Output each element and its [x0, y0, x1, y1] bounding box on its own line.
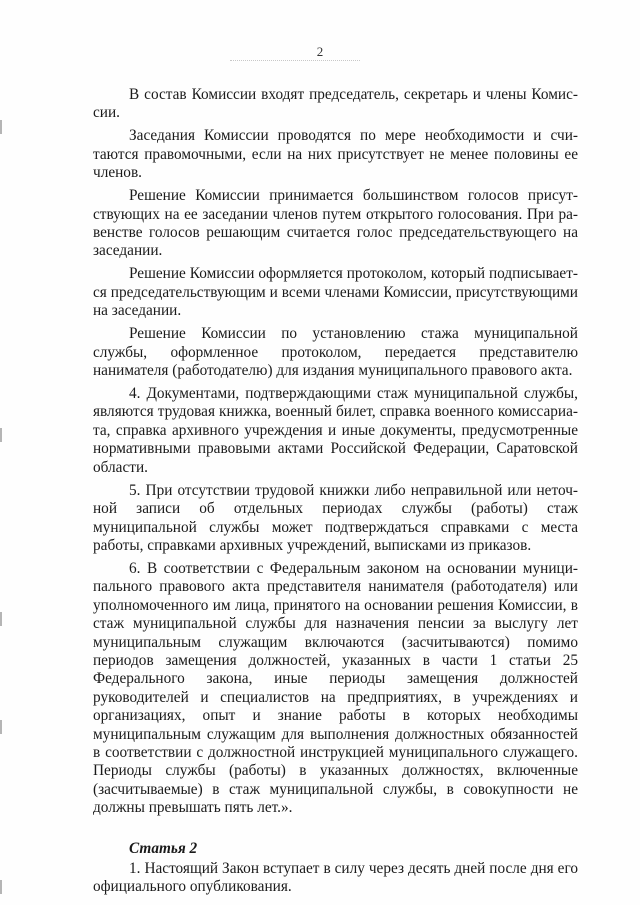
paragraph-commission-protocol: Решение Комиссии оформляется протоколом, который подписывается председательствующим и всеми членами Комиссии, присутствующими на заседании.	[93, 265, 578, 320]
paragraph-commission-decision-transfer: Решение Комиссии по установлению стажа муниципальной службы, оформленное протоколом, передается представителю нанимателя (работодателю) для издания муниципального правового акта.	[93, 325, 578, 380]
page-number: 2	[316, 44, 324, 59]
scan-artifact-line	[230, 60, 360, 62]
scan-edge-mark	[0, 120, 2, 134]
paragraph-commission-voting: Решение Комиссии принимается большинством голосов присутствующих на ее заседании членов путем открытого голосования. При равенстве голосов решающим считается голос председательствующего на заседании.	[93, 187, 578, 260]
paragraph-item-4-documents: 4. Документами, подтверждающими стаж муниципальной службы, являются трудовая книжка, военный билет, справка военного комиссариата, справка архивного учреждения и иные документы, предусмотренные нормативными правовыми актами Российской Федерации, Саратовской области.	[93, 385, 578, 476]
paragraph-commission-meetings: Заседания Комиссии проводятся по мере необходимости и считаются правомочными, если на них присутствует не менее половины ее членов.	[93, 127, 578, 182]
paragraph-item-6-federal-law: 6. В соответствии с Федеральным законом на основании муниципального правового акта представителя нанимателя (работодателя) или уполномоченного им лица, принятого на основании решения Комиссии, в стаж муниципальной службы для назначения пенсии за выслугу лет муниципальным служащим включаются (засчитываются) помимо периодов замещения должностей, указанных в части 1 статьи 25 Федерального закона, иные периоды замещения должностей руководителей и специалистов на предприятиях, в учреждениях и организациях, опыт и знание работы в которых необходимы муниципальным служащим для выполнения должностных обязанностей в соответствии с должностной инструкцией муниципального служащего. Периоды службы (работы) в указанных должностях, включенные (засчитываемые) в стаж муниципальной службы, в совокупности не должны превышать пять лет.».	[93, 559, 578, 817]
paragraph-commission-composition: В состав Комиссии входят председатель, секретарь и члены Комиссии.	[93, 86, 578, 122]
scan-edge-mark	[0, 880, 2, 894]
document-body	[93, 86, 578, 901]
article-2-paragraph-1: 1. Настоящий Закон вступает в силу через десять дней после дня его официального опубликования.	[93, 859, 578, 895]
scan-edge-mark	[0, 428, 2, 442]
article-heading: Статья 2	[129, 840, 198, 858]
scan-edge-mark	[0, 720, 2, 734]
section-spacer	[93, 822, 578, 840]
scan-edge-mark	[0, 612, 2, 626]
paragraph-item-5-no-workbook: 5. При отсутствии трудовой книжки либо неправильной или неточной записи об отдельных периодах службы (работы) стаж муниципальной службы может подтверждаться справками с места работы, справками архивных учреждений, выписками из приказов.	[93, 481, 578, 554]
